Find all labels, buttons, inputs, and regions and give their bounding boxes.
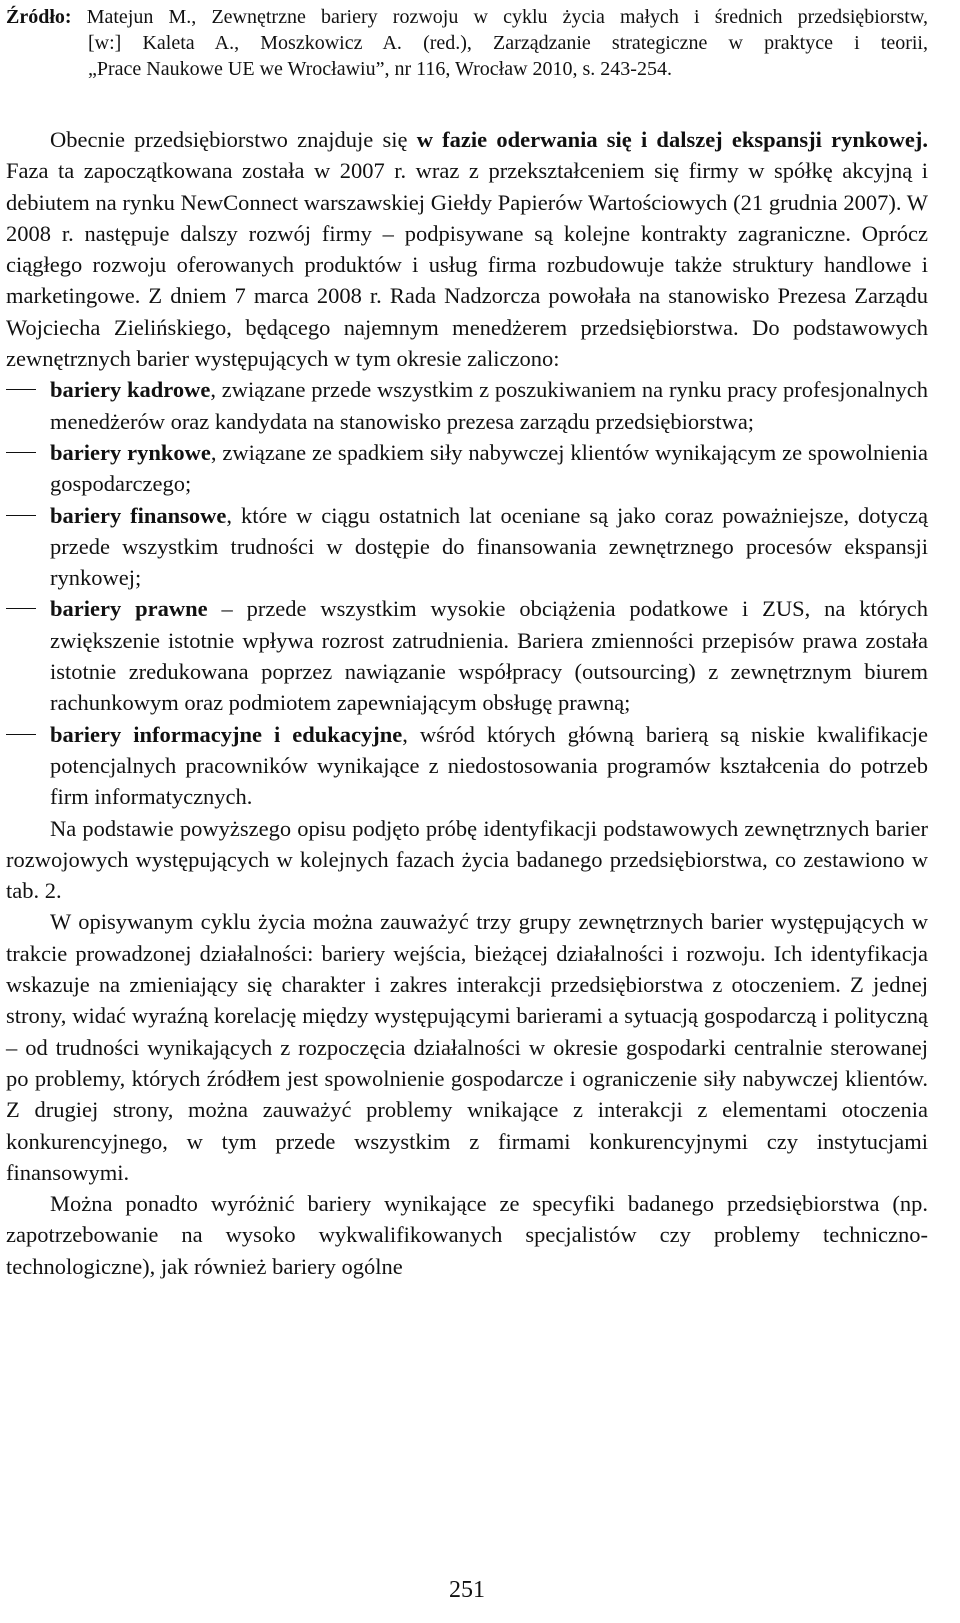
dash-bullet-icon [6,389,36,390]
list-item [6,374,928,437]
barrier-description: , wśród których główną barierą są niskie kwalifikacje potencjalnych pracowników wynikające z niedostosowania programów kształcenia do potrzeb firm informatycznych. [50,721,929,810]
dash-bullet-icon [6,734,36,735]
source-label: Źródło: [6,6,72,28]
barrier-description: , związane przede wszystkim z poszukiwaniem na rynku pracy profesjonalnych menedżerów oraz kandydata na stanowisko prezesa zarządu przedsiębiorstwa; [50,377,928,434]
dash-bullet-icon [6,452,36,453]
barrier-name: bariery informacyjne i edukacyjne [50,721,403,747]
list-item [6,719,928,813]
list-item [6,593,928,718]
barrier-name: bariery finansowe [50,502,227,528]
source-text-1: Matejun M., Zewnętrzne bariery rozwoju w cyklu życia małych i średnich przedsiębiorstw, [86,6,928,28]
barrier-name: bariery kadrowe [50,377,211,403]
paragraph-3: W opisywanym cyklu życia można zauważyć trzy grupy zewnętrznych barier występujących w trakcie prowadzonej działalności: bariery wejścia, bieżącej działalności i rozwoju. Ich identyfikacja wskazuje na zmieniający się charakter i zakres interakcji przedsiębiorstwa z otoczeniem. Z jednej strony, widać wyraźną korelację między występującymi barierami a sytuacją gospodarczą i polityczną – od trudności wynikających z rozpoczęcia działalności w okresie gospodarki centralnie sterowanej po problemy, których źródłem jest spowolnienie gospodarcze i ograniczenie siły nabywczej klientów. Z drugiej strony, można zauważyć problemy wnikające z interakcji z elementami otoczenia konkurencyjnego, w tym przede wszystkim z firmami konkurencyjnymi czy instytucjami finansowymi. [6,909,928,1185]
source-line-1 [6,4,928,30]
source-line-2: [w:] Kaleta A., Moszkowicz A. (red.), Zarządzanie strategiczne w praktyce i teorii, [88,32,928,54]
list-item [6,437,928,500]
paragraph-1-intro: Obecnie przedsiębiorstwo znajduje się [50,127,417,152]
dash-bullet-icon [6,515,36,516]
dash-bullet-icon [6,608,36,609]
barrier-name: bariery prawne [50,596,208,622]
barrier-description: – przede wszystkim wysokie obciążenia podatkowe i ZUS, na których zwiększenie istotnie wpływa rozrost zatrudnienia. Bariera zmienności przepisów prawa została istotnie zredukowana poprzez nawiązanie współpracy (outsourcing) z zewnętrznym biurem rachunkowym oraz podmiotem zapewniającym obsługę prawną; [50,596,928,716]
source-line-3: „Prace Naukowe UE we Wrocławiu”, nr 116, Wrocław 2010, s. 243-254. [88,58,672,80]
paragraph-1-rest: Faza ta zapoczątkowana została w 2007 r. wraz z przekształceniem się firmy w spółkę akcyjną i debiutem na rynku NewConnect warszawskiej Giełdy Papierów Wartościowych (21 grudnia 2007). W 2008 r. następuje dalszy rozwój firmy – podpisywane są kolejne kontrakty zagraniczne. Oprócz ciągłego rozwoju oferowanych produktów i usług firma rozbudowuje także struktury handlowe i marketingowe. Z dniem 7 marca 2008 r. Rada Nadzorcza powołała na stanowisko Prezesa Zarządu Wojciecha Zielińskiego, będącego najemnym menedżerem przedsiębiorstwa. Do podstawowych zewnętrznych barier występujących w tym okresie zaliczono: [6,158,928,372]
page-number: 251 [449,1577,485,1603]
barrier-description: , które w ciągu ostatnich lat oceniane są jako coraz poważniejsze, dotyczą przede wszystkim trudności w dostępie do finansowania zewnętrznego procesów ekspansji rynkowej; [50,502,928,591]
barriers-list [6,374,928,812]
paragraph-1 [6,124,928,374]
barrier-description: , związane ze spadkiem siły nabywczej klientów wynikającym ze spowolnienia gospodarczego; [50,439,929,497]
paragraph-4: Można ponadto wyróżnić bariery wynikające ze specyfiki badanego przedsiębiorstwa (np. zapotrzebowanie na wysoko wykwalifikowanych specjalistów czy problemy techniczno-technologiczne), jak również bariery ogólne [6,1191,928,1279]
source-citation [6,4,928,82]
body-text [6,124,928,1282]
barrier-name: bariery rynkowe [50,439,211,465]
paragraph-2: Na podstawie powyższego opisu podjęto próbę identyfikacji podstawowych zewnętrznych barier rozwojowych występujących w kolejnych fazach życia badanego przedsiębiorstwa, co zestawiono w tab. 2. [6,815,928,904]
paragraph-1-emphasis: w fazie oderwania się i dalszej ekspansji rynkowej. [416,127,928,152]
list-item [6,500,928,594]
